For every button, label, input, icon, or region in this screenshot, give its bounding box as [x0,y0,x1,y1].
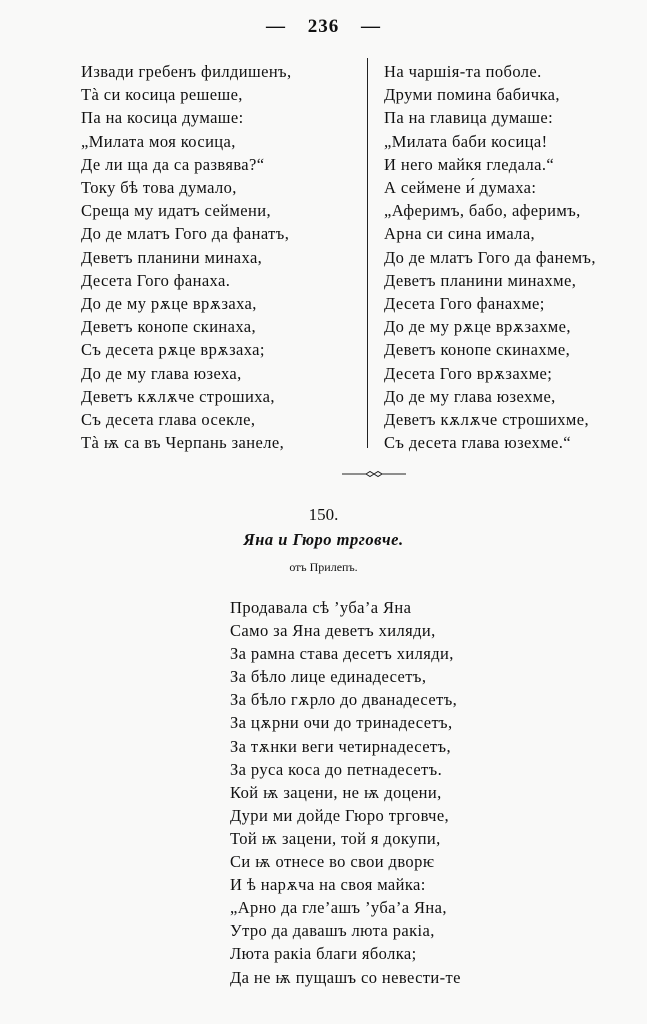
verse-line: Той ѭ зацени, той я докупи, [230,828,441,848]
verse-line: За руса коса до петнадесетъ. [230,759,443,779]
header-dash-right: — [361,16,381,37]
verse-line: За тѫнки веги четирнадесетъ, [230,736,451,756]
verse-line: Утро да давашъ люта ракіа, [230,921,435,941]
verse-line: Де ли ща да са развява?“ [81,154,265,174]
verse-line: И него майкя гледала.“ [384,154,555,174]
verse-line: „Милата баби косица! [384,131,548,151]
verse-line: Току бѣ това думало, [81,178,237,198]
page-header [0,16,647,38]
verse-line: До де млатъ Гого да фанатъ, [81,224,290,244]
verse-line: Кой ѭ зацени, не ѭ доцени, [230,782,442,802]
verse-line: За бѣло гѫрло до дванадесетъ, [230,690,458,710]
page-number: 236 [307,16,340,37]
continued-poem-left-column [81,60,292,454]
verse-line: Десета Гого фанахме; [384,294,545,314]
verse-line: Деветъ кѫлѫче строшиха, [81,386,275,406]
section-divider-ornament-icon [342,469,406,479]
verse-line: Арна си сина имала, [384,224,536,244]
verse-line: „Аферимъ, бабо, аферимъ, [384,201,581,221]
header-dash-left: — [266,16,286,37]
verse-line: Деветъ планини минаха, [81,247,263,267]
verse-line: А сеймене и́ думаха: [384,178,537,198]
verse-line: На чаршія-та поболе. [384,62,542,81]
verse-line: Дури ми дойде Гюро трговче, [230,805,450,825]
verse-line: Па на главица думаше: [384,108,554,128]
column-divider-rule [367,58,368,448]
verse-line: Десета Гого врѫзахме; [384,363,553,383]
verse-line: „Милата моя косица, [81,131,236,151]
verse-line: За бѣло лице единадесетъ, [230,667,427,687]
verse-line: Само за Яна деветъ хиляди, [230,621,436,641]
verse-line: До де млатъ Гого да фанемъ, [384,247,596,267]
verse-line: Люта ракіа благи яболка; [230,944,417,964]
verse-line: Съ десета глава юзехме.“ [384,433,572,453]
verse-line: Извади гребенъ филдишенъ, [81,62,292,81]
verse-line: И ѣ нарѫча на своя майка: [230,875,426,895]
verse-line: Си ѭ отнесе во свои дворѥ [230,852,435,872]
verse-line: Съ десета глава осекле, [81,410,256,430]
continued-poem-right-column [384,60,596,454]
verse-line: До де му глава юзехме, [384,386,556,406]
verse-line: Друми помина бабичка, [384,85,560,105]
verse-line: Тà си косица решеше, [81,85,243,105]
verse-line: Тà ѭ са въ Черпань занеле, [81,433,285,453]
verse-line: До де му глава юзеха, [81,363,242,383]
verse-line: Деветъ конопе скинаха, [81,317,257,337]
verse-line: Продавала сѣ ’уба’а Яна [230,598,412,617]
verse-line: За рамна става десетъ хиляди, [230,644,454,664]
new-poem-body [230,596,461,989]
verse-line: Деветъ планини минахме, [384,270,577,290]
poem-number: 150. [308,505,339,524]
verse-line: Да не ѭ пущашъ со невести-те [230,967,461,987]
poem-title: Яна и Гюро трговче. [243,530,404,549]
verse-line: Па на косица думаше: [81,108,244,128]
verse-line: Деветъ кѫлѫче строшихме, [384,410,589,430]
verse-line: Деветъ конопе скинахме, [384,340,571,360]
poem-origin: отъ Прилепъ. [289,560,358,574]
verse-line: За цѫрни очи до тринадесетъ, [230,713,453,733]
verse-line: Среща му идатъ сеймени, [81,201,271,221]
verse-line: Десета Гого фанаха. [81,270,231,290]
verse-line: „Арно да гле’ашъ ’уба’а Яна, [230,898,447,918]
verse-line: До де му рѫце врѫзахме, [384,317,571,337]
verse-line: До де му рѫце врѫзаха, [81,294,257,314]
verse-line: Съ десета рѫце врѫзаха; [81,340,265,360]
